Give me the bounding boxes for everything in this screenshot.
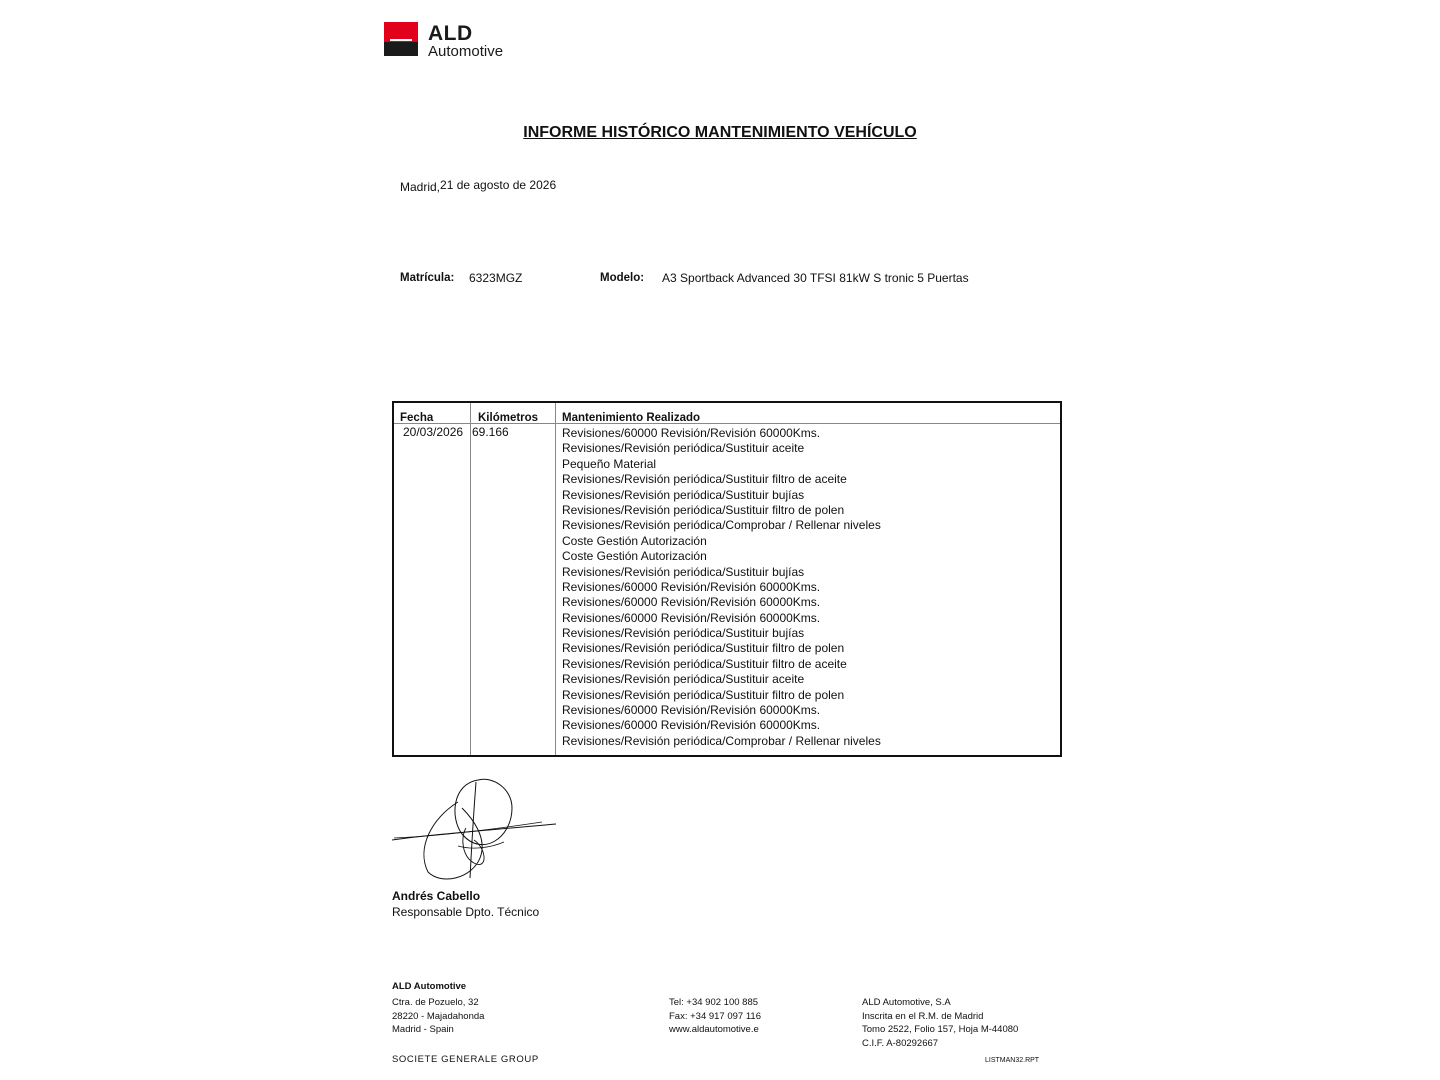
maintenance-list [562,426,881,749]
list-item: Revisiones/Revisión periódica/Sustituir filtro de polen [562,641,845,656]
plate-label: Matrícula: [400,272,455,284]
list-item: Revisiones/Revisión periódica/Comprobar / Rellenar niveles [562,733,881,748]
list-item: Revisiones/Revisión periódica/Comprobar / Rellenar niveles [562,518,881,533]
group-text: SOCIETE GENERALE GROUP [392,1054,539,1065]
list-item: Coste Gestión Autorización [562,549,707,564]
list-item: Revisiones/Revisión periódica/Sustituir bujías [562,626,805,641]
list-item: Revisiones/60000 Revisión/Revisión 60000Kms. [562,718,821,733]
list-item: Revisiones/60000 Revisión/Revisión 60000Kms. [562,610,821,625]
cell-kilometros: 69.166 [472,425,509,439]
signer-role: Responsable Dpto. Técnico [392,905,540,919]
report-code: LISTMAN32.RPT [985,1057,1040,1064]
legal-line: C.I.F. A-80292667 [862,1038,939,1050]
list-item: Revisiones/Revisión periódica/Sustituir bujías [562,564,805,579]
address-line: Ctra. de Pozuelo, 32 [392,997,479,1008]
contact-line: www.aldautomotive.e [669,1024,759,1036]
contact-line: Tel: +34 902 100 885 [669,997,759,1008]
header-kilometros: Kilómetros [478,412,539,424]
list-item: Revisiones/60000 Revisión/Revisión 60000Kms. [562,703,821,718]
column-divider [555,403,556,755]
list-item: Revisiones/Revisión periódica/Sustituir filtro de polen [562,502,845,517]
logo-mark-icon [384,22,418,56]
logo-brand-text: ALD [428,22,473,45]
list-item: Revisiones/60000 Revisión/Revisión 60000Kms. [562,426,821,440]
footer-company: ALD Automotive [392,981,467,992]
legal-line: ALD Automotive, S.A [862,997,951,1008]
legal-line: Inscrita en el R.M. de Madrid [862,1010,984,1022]
footer-legal [862,996,1018,1051]
list-item: Revisiones/Revisión periódica/Sustituir filtro de polen [562,687,845,702]
model-label: Modelo: [600,272,645,284]
list-item: Revisiones/Revisión periódica/Sustituir aceite [562,441,805,456]
list-item: Revisiones/Revisión periódica/Sustituir filtro de aceite [562,472,847,487]
address-line: Madrid - Spain [392,1024,454,1036]
maintenance-table [392,401,1062,757]
legal-line: Tomo 2522, Folio 157, Hoja M-44080 [862,1024,1019,1036]
model-value: A3 Sportback Advanced 30 TFSI 81kW S tronic 5 Puertas [662,271,969,285]
list-item: Revisiones/60000 Revisión/Revisión 60000Kms. [562,579,821,594]
logo-sub-text: Automotive [428,43,504,60]
list-item: Revisiones/Revisión periódica/Sustituir filtro de aceite [562,656,847,671]
plate-value: 6323MGZ [469,271,523,285]
date-city: Madrid, [400,180,441,194]
signer-name: Andrés Cabello [392,889,481,903]
list-item: Pequeño Material [562,456,657,471]
page-title: INFORME HISTÓRICO MANTENIMIENTO VEHÍCULO [523,124,917,141]
header-mantenimiento: Mantenimiento Realizado [562,412,701,424]
date-line [400,178,556,192]
list-item: Revisiones/Revisión periódica/Sustituir bujías [562,487,805,502]
footer-address [392,996,484,1037]
list-item: Revisiones/60000 Revisión/Revisión 60000Kms. [562,595,821,610]
header-fecha: Fecha [400,412,434,424]
column-divider [470,403,471,755]
signature-icon [392,778,556,882]
address-line: 28220 - Majadahonda [392,1010,485,1022]
date-value: 21 de agosto de 2026 [440,178,557,192]
list-item: Coste Gestión Autorización [562,533,707,548]
list-item: Revisiones/Revisión periódica/Sustituir aceite [562,672,805,687]
contact-line: Fax: +34 917 097 116 [669,1010,761,1022]
cell-fecha: 20/03/2026 [403,425,464,439]
footer-contact [669,996,761,1037]
ald-automotive-logo [384,22,514,60]
